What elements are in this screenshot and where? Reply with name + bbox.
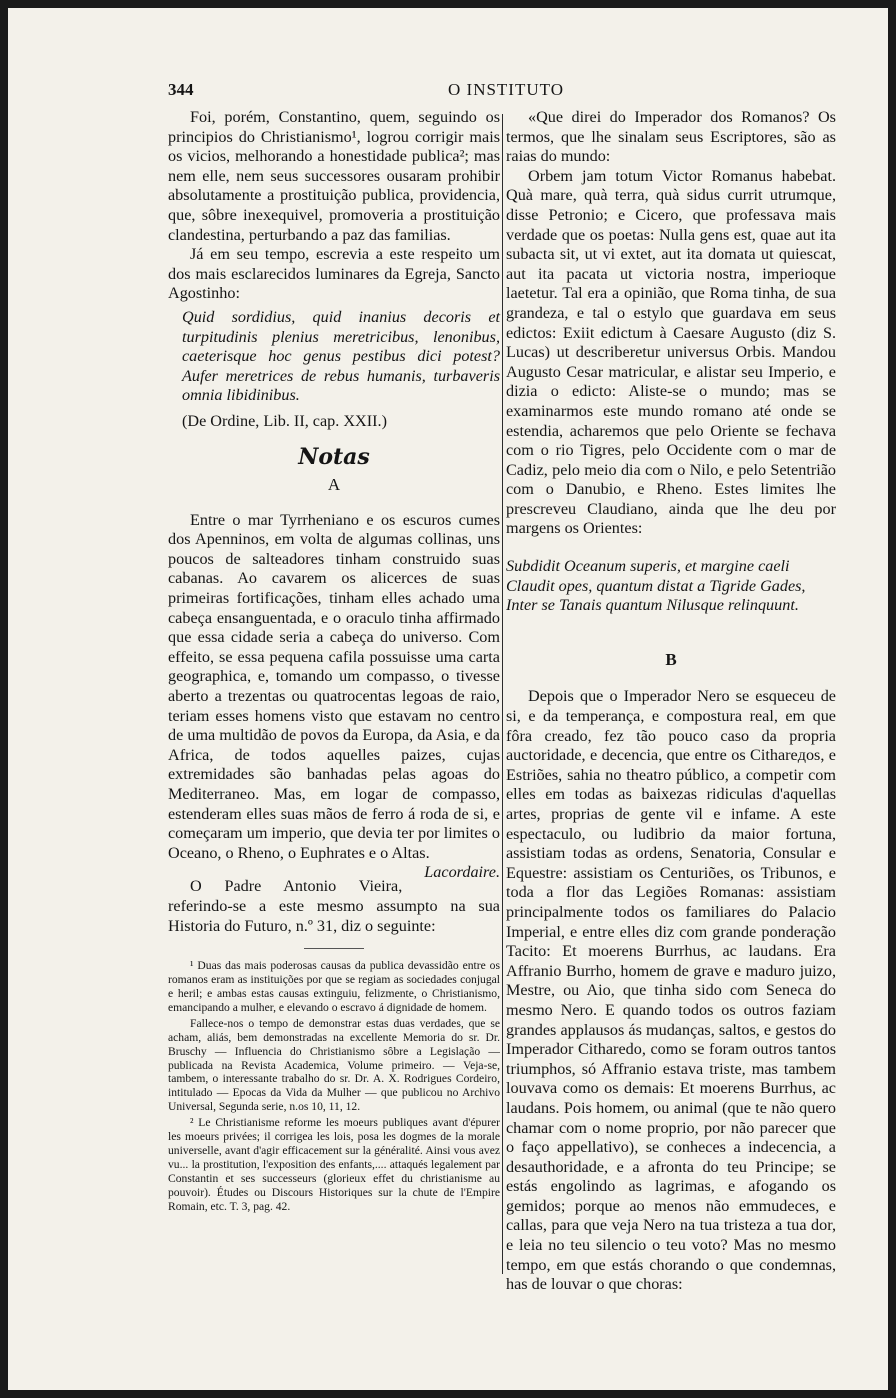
paragraph: Foi, porém, Constantino, quem, seguindo os principios do Christianismo¹, logrou corrigir mais os vicios, melhorando a honestidade publica²; mas nem elle, nem seus successores ousaram prohibir absolutamente a prostituição publica, providencia, que, sôbre inexequivel, promoveria a prostituição clandestina, perturbando a paz das familias. bbox=[168, 108, 500, 244]
note-letter-b: B bbox=[665, 649, 677, 669]
quote-reference: (De Ordine, Lib. II, cap. XXII.) bbox=[182, 411, 387, 430]
paragraph: Já em seu tempo, escrevia a este respeito um dos mais esclarecidos luminares da Egreja, Sancto Agostinho: bbox=[168, 245, 500, 303]
paragraph bbox=[168, 510, 500, 882]
latin-quote: Quid sordidius, quid inanius decoris et turpitudinis plenius meretricibus, lenonibus, caeterisque hoc genus pestibus dici potest? Aufer meretrices de rebus humanis, turbaveris omnia libidinibus. bbox=[182, 307, 500, 405]
paragraph: O Padre Antonio Vieira, referindo-se a este mesmo assumpto na sua Historia do Futuro, n.º 31, diz o seguinte: bbox=[168, 877, 500, 935]
column-divider bbox=[502, 114, 503, 1274]
verse-line: Inter se Tanais quantum Nilusque relinquunt. bbox=[506, 596, 799, 615]
footnote-rule bbox=[304, 948, 364, 949]
paragraph-text: Entre o mar Tyrrheniano e os escuros cumes dos Apenninos, em volta de algumas collinas, uns poucos de salteadores tinham construido suas cabanas. Ao cavarem os alicerces de suas primeiras fortificações, tinham elles achado uma cabeça ensanguentada, e o oraculo tinha affirmado que essa cidade seria a cabeça do universo. Com effeito, se essa pequena cafila possuisse uma carta geographica, e, tomando um compasso, o tivesse aberto a trezentas ou quatrocentas legoas de raio, teriam esses homens visto que estavam no centro de uma multidão de povos da Europa, da Asia, e da Africa, de todos aquelles paizes, cujas extremidades são banhadas pelas agoas do Mediterraneo. Mas, em logar de compasso, estenderam elles suas mãos de ferro á roda de si, e começaram um imperio, que devia ter por limites o Oceano, o Rheno, o Euphrates e o Altas. bbox=[168, 510, 500, 862]
signature: Lacordaire. bbox=[424, 863, 500, 882]
paragraph: Depois que o Imperador Nero se esqueceu de si, e da temperança, e compostura real, em que fôra creado, fez tão pouco caso da propria auctoridade, e decencia, que entre os Cithareдos, e Estriões, sahia no theatro público, a competir com elles em todas as baixezas ridiculas d'aquellas artes, proprias de gente vil e infame. A este espectaculo, ou ludibrio da maior fortuna, assistiam todas as ordens, Senatoria, Consular e Equestre: assistiam os Centuriões, os Tribunos, e toda a flor das Legiões Romanas: assistiam principalmente todos os familiares do Palacio Imperial, e entre elles diz com grande ponderação Tacito: Et moerens Burrhus, ac laudans. Era Affranio Burrho, homem de grave e maduro juizo, Mestre, ou Aio, que tinha sido com Seneca do mesmo Nero. E quando todos os outros faziam grandes applausos ás mudanças, saltos, e gestos do Imperador Citharedo, como se foram outros tantos triumphos, só Affranio estava triste, mas tambem louvava como os demais: Et moerens Burrhus, ac laudans. Pois homem, ou animal (que te não quero chamar com o nome proprio, por não parecer que o faço appellativo), se conheces a indecencia, a desauthoridade, e a afronta do teu Principe; se estás engolindo as lagrimas, e afogando os gemidos; porque ao menos não emmudeces, e callas, para que veja Nero na tua tristeza a tua dor, e leia no teu silencio o teu voto? Mas no mesmo tempo, em que estás chorando o que condemnas, has de louvar o que choras: bbox=[506, 687, 836, 1294]
running-title: O INSTITUTO bbox=[448, 80, 564, 99]
footnotes bbox=[168, 959, 500, 1213]
page-number: 344 bbox=[168, 80, 194, 99]
left-column bbox=[168, 108, 500, 1215]
verse-line: Subdidit Oceanum superis, et margine caeli bbox=[506, 557, 790, 576]
paragraph: Orbem jam totum Victor Romanus habebat. Quà mare, quà terra, quà sidus currit utrumque, disse Petronio; e Cicero, que professava mais verdade que os poetas: Nulla gens est, quae aut ita subacta sit, ut vi extet, aut ita domata ut quiescat, aut ita pacata ut victoria nostra, imperioque laetetur. Tal era a opinião, que Roma tinha, de sua grandeza, e tal o estylo que guardava em seus edictos: Exiit edictum à Caesare Augusto (diz S. Lucas) ut describeretur universus Orbis. Mandou Augusto Cesar matricular, e alistar seu Imperio, e dizia o edicto: Aliste-se o mundo; mas se examinarmos este mundo romano até onde se estendia, acharemos que pelo Oriente se fechava com o rio Tigres, pelo Occidente com o mar de Cadiz, pelo meio dia com o Nilo, e pelo Setentrião com o Danubio, e Rheno. Estes limites lhe prescreveu Claudiano, ainda que lhe deu por margens os Orientes: bbox=[506, 166, 836, 538]
footnote-1: ¹ Duas das mais poderosas causas da publica devassidão entre os romanos eram as instituições por que se regiam as sociedades conjugal e heril; e ambas estas causas extinguiu, felizmente, o Christianismo, emancipando a mulher, e elevando o escravo á dignidade de homem. bbox=[168, 959, 500, 1014]
note-letter-a: A bbox=[327, 475, 341, 495]
spacer bbox=[506, 539, 836, 557]
document-page bbox=[8, 8, 888, 1390]
footnote-1-continued: Fallece-nos o tempo de demonstrar estas duas verdades, que se acham, aliás, bem demonstradas na excellente Memoria do sr. Dr. Bruschy — Influencia do Christianismo sôbre a Legislação — publicada na Revista Academica, Volume primeiro. — Veja-se, tambem, o interessante trabalho do sr. Dr. A. X. Rodrigues Cordeiro, intitulado — Epocas da Vida da Mulher — que publicou no Archivo Universal, Segunda serie, n.os 10, 11, 12. bbox=[168, 1016, 500, 1114]
notes-heading: Notas bbox=[298, 443, 370, 470]
right-column bbox=[506, 108, 836, 1295]
paragraph: «Que direi do Imperador dos Romanos? Os termos, que lhe sinalam seus Escriptores, são as raias do mundo: bbox=[506, 108, 836, 166]
footnote-2: ² Le Christianisme reforme les moeurs publiques avant d'épurer les moeurs privées; il corrigea les lois, posa les dogmes de la morale universelle, avant d'agir efficacement sur la généralité. Ainsi vous avez vu... la prostitution, l'exposition des enfants,.... attaqués legalement par Constantin et ses successeurs (glorieux effet du christianisme au pouvoir). Études ou Discours Historiques sur la chute de l'Empire Romain, etc. T. 3, pag. 42. bbox=[168, 1116, 500, 1213]
verse-line: Claudit opes, quantum distat a Tigride Gades, bbox=[506, 576, 806, 595]
